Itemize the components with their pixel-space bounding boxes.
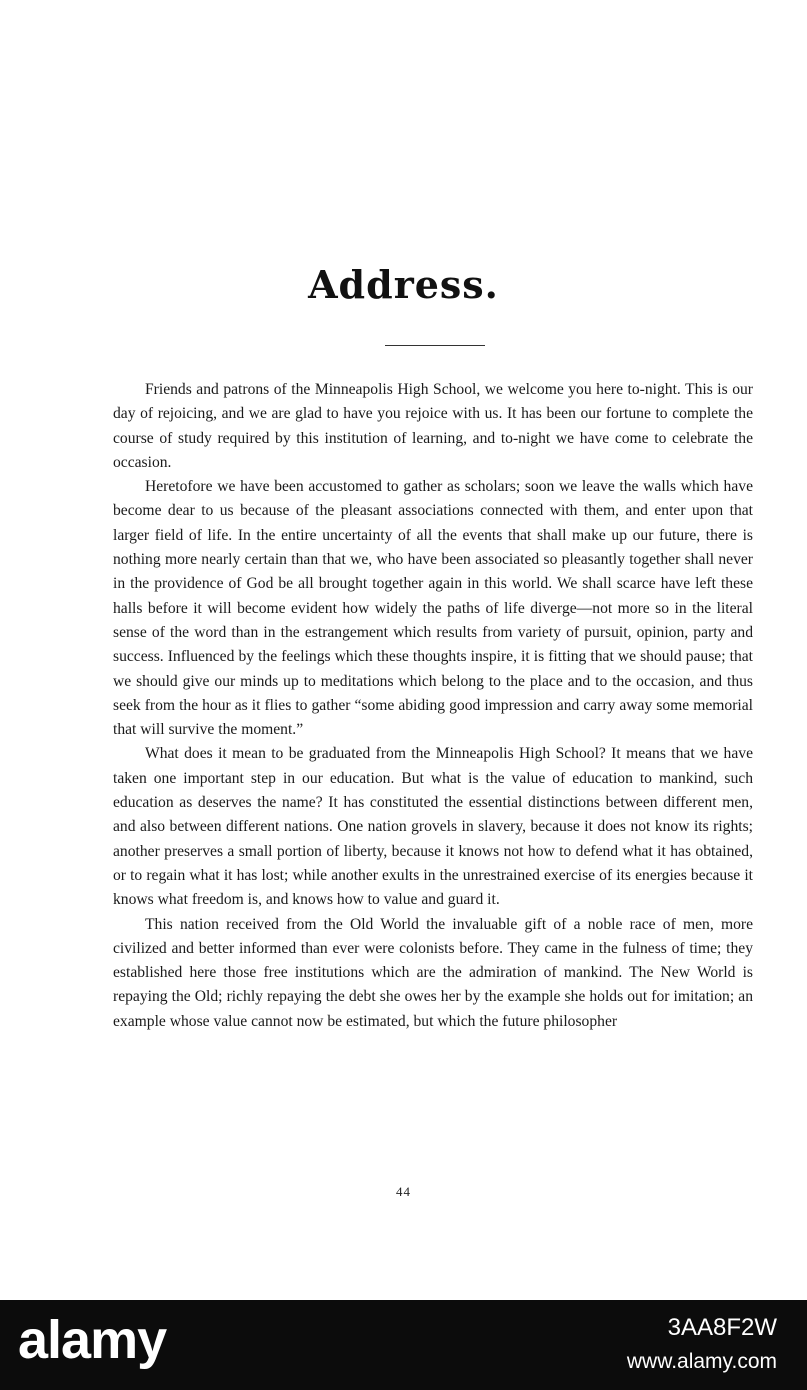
paragraph-2: Heretofore we have been accustomed to gather as scholars; soon we leave the walls which have become dear to us because of the pleasant associations connected with them, and enter upon that larger field of life. In the entire uncertainty of all the events that shall make up our future, there is nothing more nearly certain than that we, who have been associated so pleasantly together shall never in the providence of God be all brought together again in this world. We shall scarce have left these halls before it will become evident how widely the paths of life diverge—not more so in the literal sense of the word than in the estrangement which results from variety of pursuit, opinion, party and success. Influenced by the feelings which these thoughts inspire, it is fitting that we should pause; that we should give our minds up to meditations which belong to the place and to the occasion, and thus seek from the hour as it flies to gather “some abiding good impression and carry away some memorial that will survive the moment.” [113,478,753,739]
paragraph-3: What does it mean to be graduated from the Minneapolis High School? It means that we have taken one important step in our education. But what is the value of education to mankind, such education as deserves the name? It has constituted the essential distinctions between different men, and also between different nations. One nation grovels in slavery, because it does not know its rights; another preserves a small portion of liberty, because it knows not how to defend what it has obtained, or to regain what it has lost; while another exults in the unrestrained exercise of its energies because it knows what freedom is, and knows how to value and guard it. [113,745,753,909]
site-url-label: www.alamy.com [626,1350,777,1373]
body-text [113,378,753,1034]
paragraph-1: Friends and patrons of the Minneapolis High School, we welcome you here to-night. This is our day of rejoicing, and we are glad to have you rejoice with us. It has been our fortune to complete the course of study required by this institution of learning, and to-night we have come to celebrate the occasion. [113,381,753,471]
alamy-logo: alamy [18,1310,167,1370]
watermark-footer [0,1300,807,1390]
title-divider [385,345,485,346]
page-title: Address. [308,262,499,307]
page-number: 44 [396,1184,411,1199]
paragraph-4: This nation received from the Old World the invaluable gift of a noble race of men, more civilized and better informed than ever were colonists before. They came in the fulness of time; they established here those free institutions which are the admiration of mankind. The New World is repaying the Old; richly repaying the debt she owes her by the example she holds out for imitation; an example whose value cannot now be estimated, but which the future philosopher [113,915,753,1030]
image-id-label: 3AA8F2W [667,1314,777,1341]
